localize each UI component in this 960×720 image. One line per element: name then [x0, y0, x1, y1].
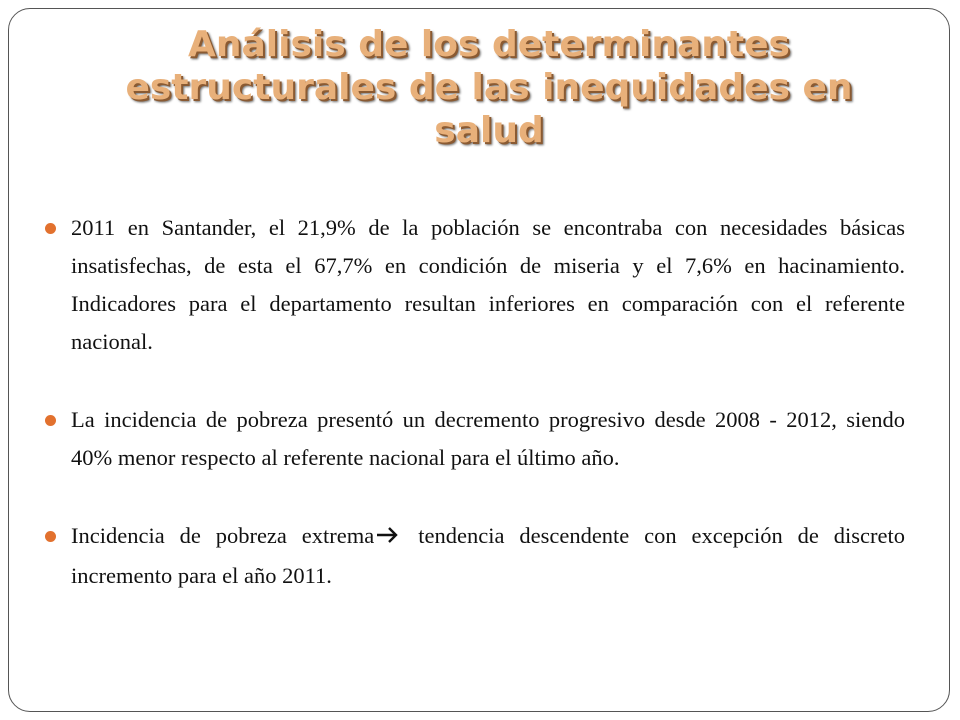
- bullet-text: 2011 en Santander, el 21,9% de la población se encontraba con necesidades básicas insatisfechas, de esta el 67,7% en condición de miseria y el 7,6% en hacinamiento. Indicadores para el departamento resultan inferiores en comparación con el referente nacional.: [71, 215, 905, 354]
- arrow-right-icon: [376, 519, 400, 557]
- bullet-dot-icon: [45, 415, 56, 426]
- bullet-list: [45, 209, 905, 635]
- bullet-dot-icon: [45, 531, 56, 542]
- slide-frame: [8, 8, 950, 712]
- bullet-item-pobreza: [45, 401, 905, 477]
- bullet-text: La incidencia de pobreza presentó un decremento progresivo desde 2008 - 2012, siendo 40% menor respecto al referente nacional para el último año.: [71, 407, 905, 470]
- bullet-item-pobreza-extrema: [45, 517, 905, 595]
- slide-title: Análisis de los determinantes estructurales de las inequidades en salud: [125, 24, 853, 152]
- bullet-text-after-arrow: tendencia descendente con excepción de discreto incremento para el año 2011.: [71, 523, 905, 588]
- bullet-text-before-arrow: Incidencia de pobreza extrema: [71, 523, 375, 548]
- bullet-item-nbi: [45, 209, 905, 361]
- bullet-dot-icon: [45, 223, 56, 234]
